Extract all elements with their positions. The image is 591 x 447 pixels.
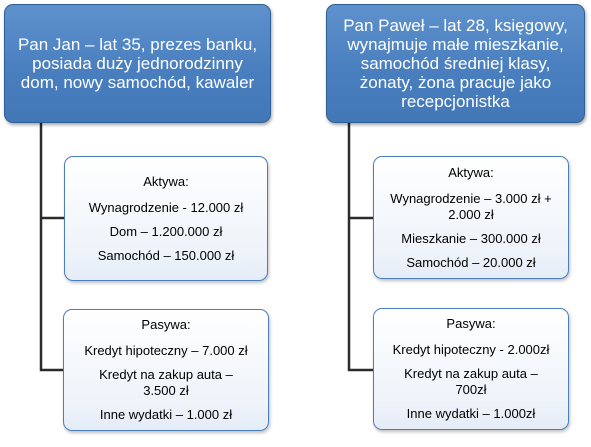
liability-item: Kredyt na zakup auta – 3.500 zł: [99, 367, 233, 398]
jan-assets-box: [64, 156, 268, 281]
right-connector: [349, 123, 373, 370]
asset-item: Wynagrodzenie - 12.000 zł: [88, 199, 244, 215]
person-jan-description: Pan Jan – lat 35, prezes banku, posiada duży jednorodzinny dom, nowy samochód, kawaler: [17, 35, 258, 92]
pawel-assets-box: [373, 156, 569, 279]
liabilities-title: Pasywa:: [141, 317, 191, 332]
jan-liabilities-box: [63, 309, 269, 431]
left-connector: [41, 123, 64, 370]
person-pawel-header: [326, 4, 585, 123]
asset-item: Dom – 1.200.000 zł: [109, 223, 223, 239]
liabilities-title: Pasywa:: [446, 316, 496, 331]
person-pawel-description: Pan Paweł – lat 28, księgowy, wynajmuje małe mieszkanie, samochód średniej klasy, żonaty, żona pracuje jako recepcjonistka: [343, 16, 568, 111]
liability-item: Kredyt na zakup auta – 700zł: [404, 366, 538, 397]
assets-title: Aktywa:: [143, 173, 189, 189]
liability-item: Inne wydatki – 1.000 zł: [99, 407, 233, 422]
person-jan-header: [4, 4, 271, 123]
liability-item: Kredyt hipoteczny - 2.000zł: [392, 342, 550, 357]
asset-item: Mieszkanie – 300.000 zł: [401, 230, 541, 246]
asset-item: Samochód – 20.000 zł: [406, 254, 536, 270]
asset-item: Wynagrodzenie – 3.000 zł + 2.000 zł: [390, 190, 552, 222]
liability-item: Inne wydatki – 1.000zł: [406, 406, 536, 421]
assets-title: Aktywa:: [448, 164, 494, 180]
asset-item: Samochód – 150.000 zł: [97, 247, 235, 263]
liability-item: Kredyt hipoteczny – 7.000 zł: [84, 343, 248, 358]
pawel-liabilities-box: [373, 308, 569, 430]
